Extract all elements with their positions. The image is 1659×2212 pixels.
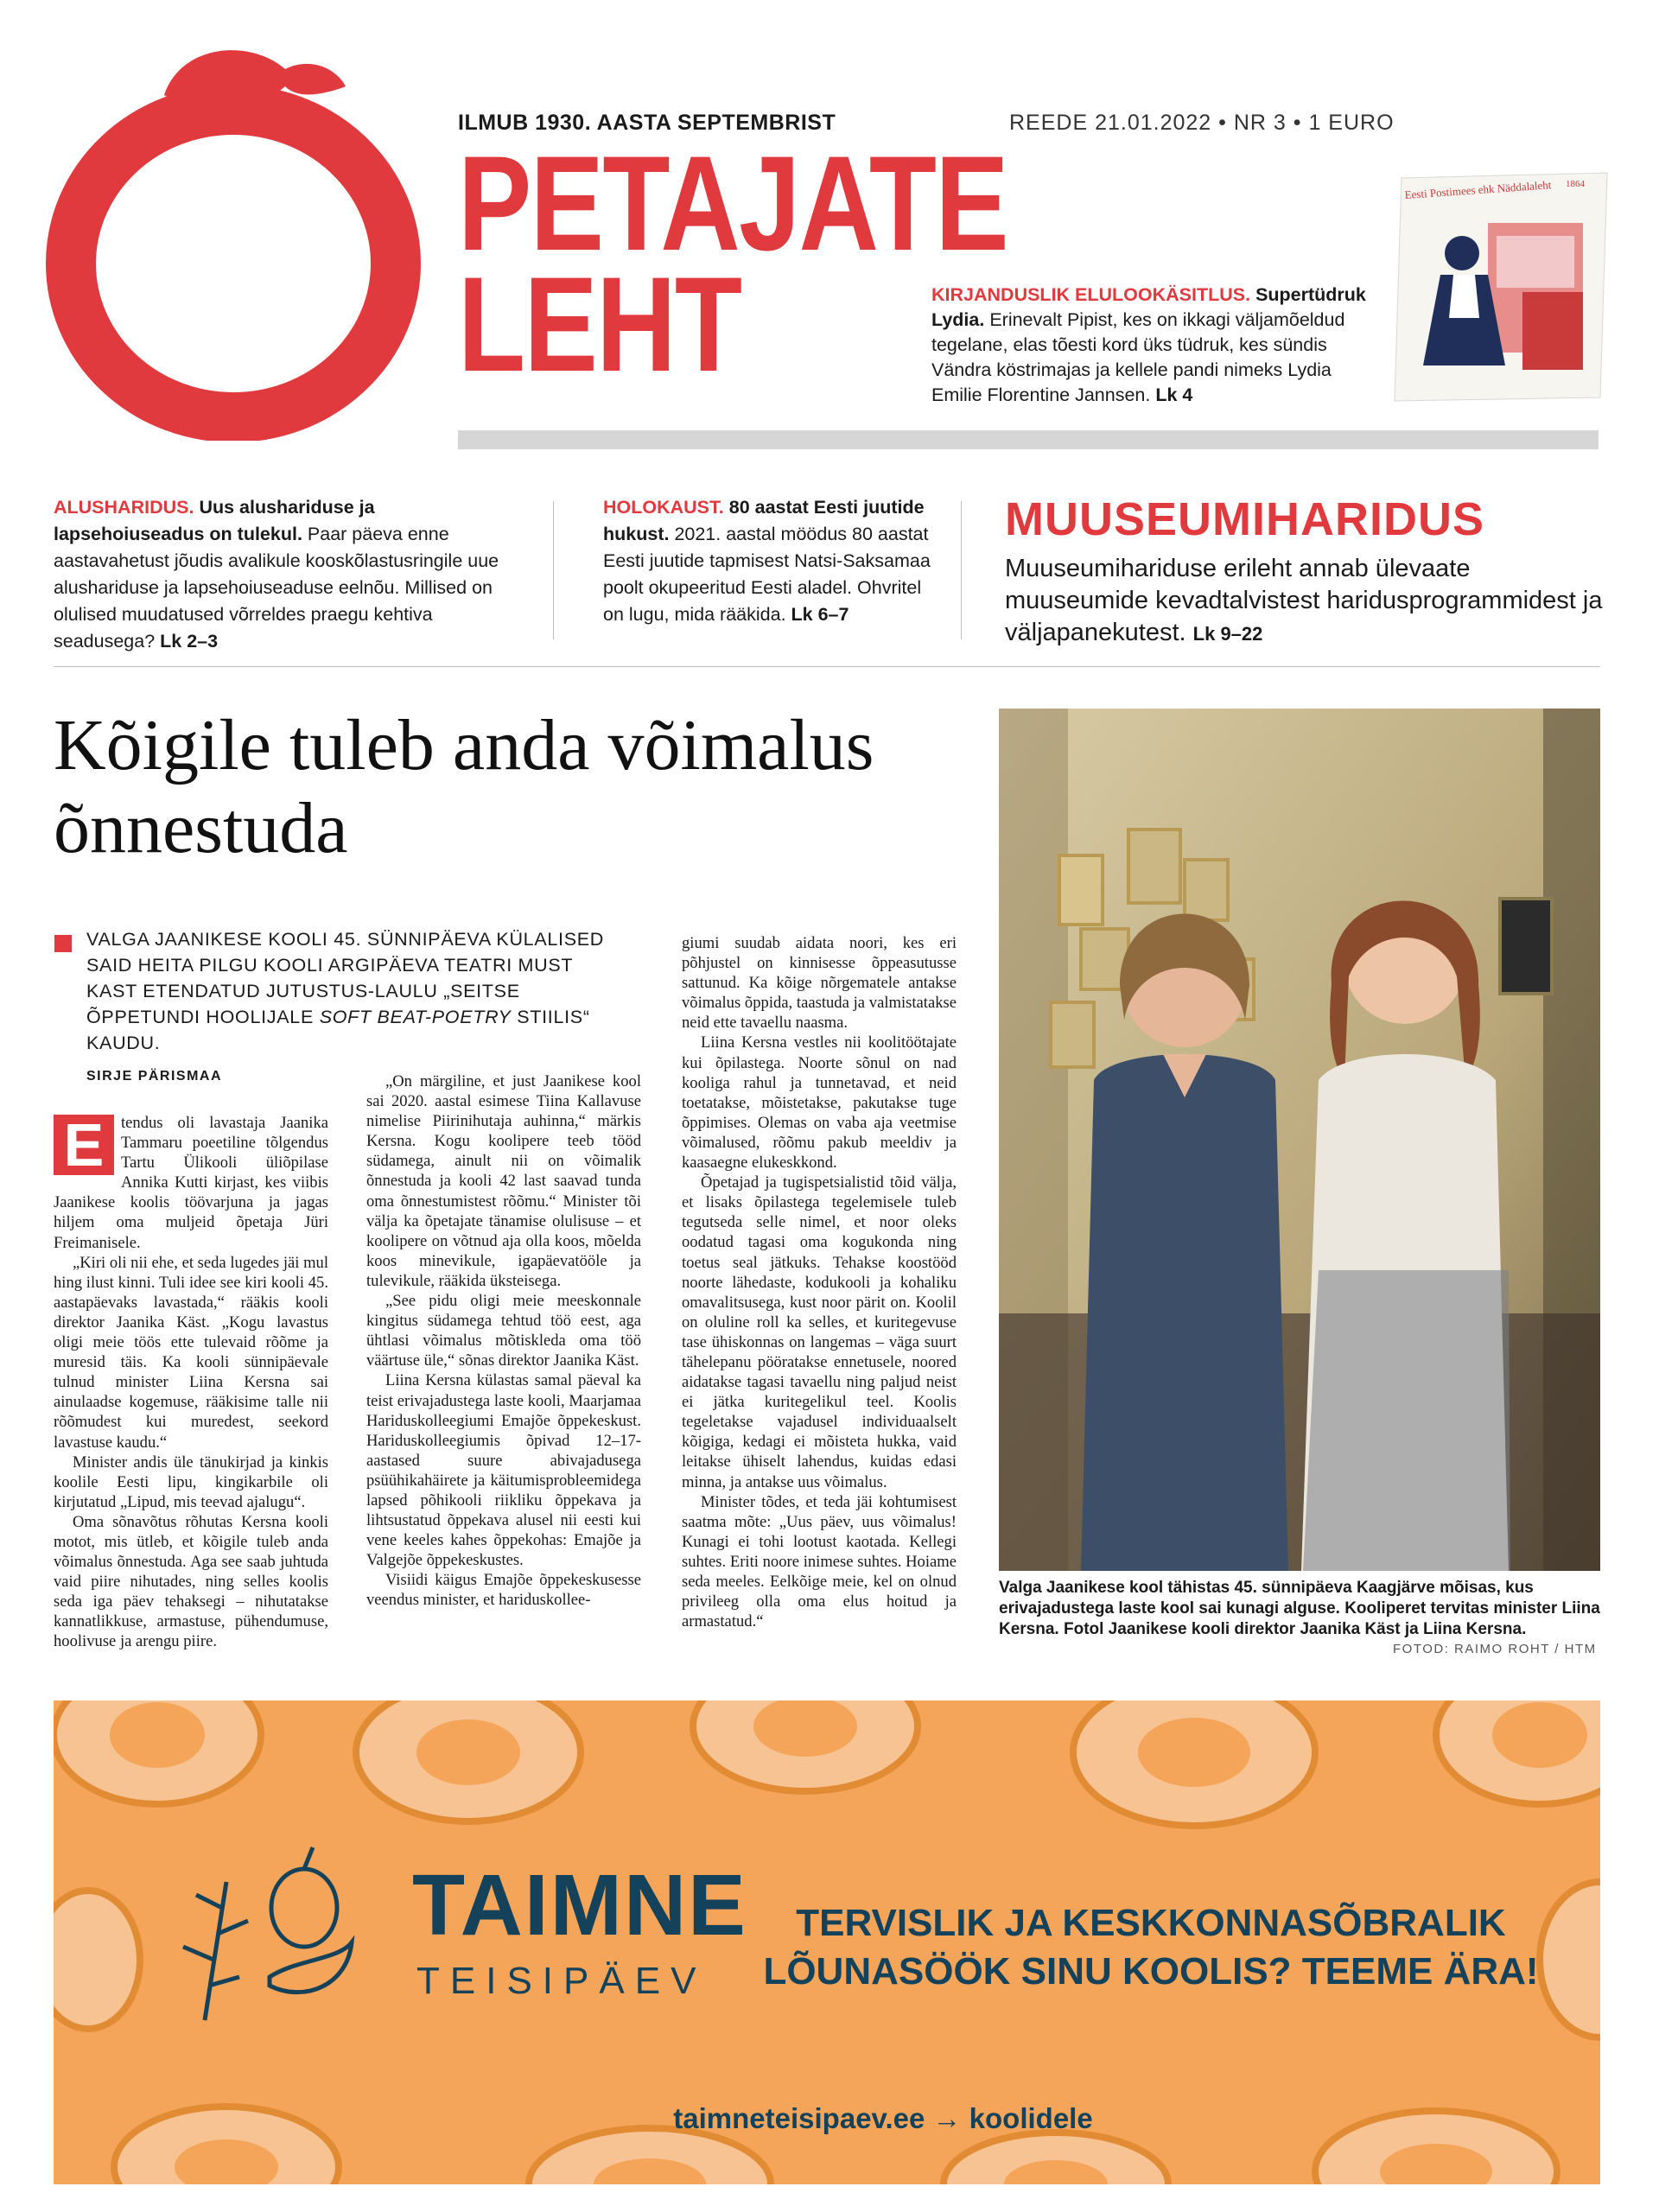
drop-cap: E bbox=[54, 1115, 114, 1175]
photo-caption: Valga Jaanikese kool tähistas 45. sünnipäeva Kaagjärve mõisas, kus erivajadustega laste kool sai kunagi alguse. Kooliperet tervitas minister Liina Kersna. Fotol Jaanikese kooli direktor Jaanika Käst ja Liina Kersna. bbox=[999, 1579, 1600, 1638]
teaser-lead: 80 aastat Eesti juutide hukust. bbox=[603, 497, 925, 544]
paragraph: Visiidi käigus Emajõe õppekeskusesse veendus minister, et hariduskollee- bbox=[366, 1571, 641, 1610]
masthead-tagline: ILMUB 1930. AASTA SEPTEMBRIST bbox=[458, 111, 836, 135]
paragraph: „Kiri oli nii ehe, et seda lugedes jäi mul hing ilust kinni. Tuli idee see kiri kooli 45. aastapäevaks lavastada,“ rääkis kooli direktor Jaanika Käst. „Kogu lavastus oligi meie töös ette tulevaid rõõme ja muresid täis. Ka kooli sünnipäevale tulnud minister Liina Kersna sai ainulaadse kogemuse, rääkisime talle nii rõõmudest kui muredest, seekord lavastuse kaudu.“ bbox=[54, 1253, 328, 1452]
ad-slogan-line2: LÕUNASÖÖK SINU KOOLIS? TEEME ÄRA! bbox=[763, 1950, 1539, 1993]
teaser-lead: Uus alushariduse ja lapsehoiuseadus on tulekul. bbox=[54, 497, 375, 544]
paragraph: Liina Kersna vestles nii koolitöötajate kui õpilastega. Noorte sõnul on nad kooliga rahul ja tunnetavad, et neid toetatakse, mõistetakse, pakutakse tuge õppimises. Olemas on vaba aja veetmise võimalused, rõõmu pakub meeldiv ja kaasaegne elukeskkond. bbox=[682, 1033, 957, 1173]
museum-text: Muuseumihariduse erileht annab ülevaate muuseumide kevadtalvistest haridusprogrammidest ja väljapanekutest. bbox=[1005, 555, 1603, 646]
cover-number: 1864 bbox=[1566, 179, 1585, 189]
promo-kicker: KIRJANDUSLIK ELULOOKÄSITLUS. bbox=[931, 284, 1251, 305]
promo-text: Erinevalt Pipist, kes on ikkagi väljamõeldud tegelane, elas tõesti kord üks tüdruk, kes sündis Vändra köstrimajas ja kellele pandi nimeks Lydia Emilie Florentine Jannsen. bbox=[931, 309, 1345, 405]
article-byline: SIRJE PÄRISMAA bbox=[86, 1069, 223, 1084]
paragraph: Minister andis üle tänukirjad ja kinkis koolile Eesti lipu, kingikarbile oli kirjutatud „Lipud, mis teevad ajalugu“. bbox=[54, 1452, 328, 1511]
museum-page: Lk 9–22 bbox=[1192, 623, 1263, 645]
ad-slogan-line1: TERVISLIK JA KESKKONNASÕBRALIK bbox=[796, 1902, 1506, 1944]
lede-italic: SOFT BEAT-POETRY bbox=[319, 1007, 512, 1027]
newspaper-logo-o bbox=[35, 35, 467, 441]
ad-brand-sub: TEISIPÄEV bbox=[416, 1960, 707, 2002]
masthead-divider-bar bbox=[458, 430, 1599, 449]
teaser-kicker: HOLOKAUST. bbox=[603, 497, 724, 518]
paragraph: tendus oli lavastaja Jaanika Tammaru poeetiline tõlgendus Tartu Ülikooli üliõpilase Annika Kutti kirjast, kes viibis Jaanikese koolis töövarjuna ja jagas hiljem oma muljeid õpetaja Jüri Freimanisele. bbox=[54, 1114, 328, 1252]
museum-supplement-text bbox=[1005, 553, 1610, 650]
paragraph: Õpetajad ja tugispetsialistid tõid välja, et lisaks õpilastega tegelemisele tuleb tegutseda selle nimel, et noor oleks oodatud tagasi oma kogukonda ning toetus seal jätkuks. Tehakse koostööd noorte lähedaste, kodukooli ja kohaliku omavalitsusega, kust noor pärit on. Koolil on oluline roll ka selles, et kuritegevuse tase ühiskonnas on langemas – väga suurt tähelepanu pööratakse ennetusele, noored aidatakse tagasi tavaellu ning paljud neist ei jätka kuritegelikul teel. Koolis tegeletakse vajadusel individuaalselt kõigiga, kedagi ei mõisteta hukka, vaid leitakse ühiselt lahendus, kuidas edasi minna, ja antakse uus võimalus. bbox=[682, 1173, 957, 1491]
section-divider bbox=[54, 666, 1600, 667]
article-column-1 bbox=[54, 1113, 328, 1652]
paragraph: „See pidu oligi meie meeskonnale kingitus südamega tehtud töö eest, aga ühtlasi võimalus mõtiskleda oma töö väärtuse üle,“ sõnas direktor Jaanika Käst. bbox=[366, 1292, 641, 1370]
paragraph: Liina Kersna külastas samal päeval ka teist erivajadustega laste kooli, Maarjamaa Hariduskolleegiumi Emajõe õppekeskust. Hariduskolleegiumis õpivad 12–17-aastased suure abivajadusega psüühikahäirete ja käitumisprobleemidega lapsed põhikooli riikliku õppekava ja lihtsustatud õppekava alusel nii eesti kui vene keeles kahes õppekohas: Emajõe ja Valgejõe õppekeskustes. bbox=[366, 1371, 641, 1570]
article-column-3 bbox=[682, 933, 957, 1631]
promo-page: Lk 4 bbox=[1155, 385, 1193, 405]
teaser-alusharidus[interactable] bbox=[54, 494, 520, 655]
teaser-page: Lk 6–7 bbox=[791, 604, 849, 625]
article-column-2 bbox=[366, 1071, 641, 1611]
promo-teaser[interactable] bbox=[931, 283, 1372, 408]
lede-marker bbox=[54, 935, 72, 952]
article-photo bbox=[999, 709, 1600, 1571]
promo-cover-image bbox=[1393, 171, 1611, 403]
cover-title: Eesti Postimees ehk Näddalaleht bbox=[1404, 178, 1552, 201]
masthead-title-line1: PETAJATE bbox=[458, 129, 1008, 279]
teaser-kicker: ALUSHARIDUS. bbox=[54, 497, 194, 518]
lede-end: STIILIS“ KAUDU. bbox=[86, 1007, 590, 1053]
teaser-text: Paar päeva enne aastavahetust jõudis avalikule kooskõlastusringile uue alushariduse ja lapsehoiuseaduse eelnõu. Millised on olulised muudatused võrreldes praegu kehtiva seadusega? bbox=[54, 524, 499, 652]
photo-credit: FOTOD: RAIMO ROHT / HTM bbox=[1393, 1642, 1597, 1656]
teaser-text: 2021. aastal möödus 80 aastat Eesti juutide tapmisest Natsi-Saksamaa poolt okupeeritud Eesti aladel. Ohvritel on lugu, mida rääkida. bbox=[603, 524, 931, 625]
teaser-holokaust[interactable] bbox=[603, 494, 931, 628]
issue-info: REEDE 21.01.2022 • NR 3 • 1 EURO bbox=[1009, 111, 1395, 135]
promo-lead: Supertüdruk Lydia. bbox=[931, 284, 1366, 330]
advertisement-taimne-teisipaev[interactable] bbox=[54, 1700, 1600, 2184]
paragraph: Oma sõnavõtus rõhutas Kersna kooli motot, mis ütleb, et kõigile tuleb anda võimalus õnnestuda. Aga see saab juhtuda vaid piire nihutades, ning selles koolis seda iga päev tehaksegi – nihutatakse kannatlikkuse, armastuse, pühendumuse, hoolivuse ja arengu piire. bbox=[54, 1512, 328, 1651]
ad-brand: TAIMNE bbox=[412, 1857, 747, 1954]
paragraph: „On märgiline, et just Jaanikese kool sai 2020. aastal esimese Tiina Kallavuse nimelise Piirinihutaja auhinna,“ märkis Kersna. Kogu koolipere teeb tööd südamega, ainult nii on võimalik õnnestuda ja kooli 42 last saavad tunda oma õnnestumistest rõõmu.“ Minister tõi välja ka õpetajate tänamise olulisuse – et koolipere on võtnud aja olla koos, mõelda koos minevikule, igapäevatööle ja tulevikule, rääkida üksteisega. bbox=[366, 1072, 641, 1290]
ad-slogan bbox=[719, 1899, 1583, 1996]
paragraph: Minister tõdes, et teda jäi kohtumisest saatma mõte: „Uus päev, uus võimalus! Kunagi ei tohi lootust kaotada. Kellegi suhtes. Eriti noore inimese suhtes. Hoiame seda meeles. Eelkõige meie, kel on olnud privileeg olla oma elus hoitud ja armastatud.“ bbox=[682, 1492, 957, 1631]
museum-supplement-title[interactable]: MUUSEUMIHARIDUS bbox=[1005, 493, 1484, 545]
masthead-title-line2: LEHT bbox=[458, 250, 741, 400]
teaser-divider bbox=[961, 501, 962, 639]
teaser-divider bbox=[553, 501, 554, 639]
article-lede bbox=[86, 926, 605, 1056]
paragraph: giumi suudab aidata noori, kes eri põhjustel on kinnisesse õppeasutusse sattunud. Ka kõige nõrgematele antakse võimalus õppida, taastuda ja valmistatakse neid ette tavaellu naasma. bbox=[682, 934, 957, 1033]
lede-main: VALGA JAANIKESE KOOLI 45. SÜNNIPÄEVA KÜLALISED SAID HEITA PILGU KOOLI ARGIPÄEVA TEATRI MUST KAST ETENDATUD JUTUSTUS-LAULU „SEITSE ÕPPETUNDI HOOLIJALE bbox=[86, 929, 604, 1027]
article-headline: Kõigile tuleb anda võimalus õnnestuda bbox=[54, 705, 874, 868]
herb-logo-icon bbox=[183, 1847, 352, 2020]
teaser-page: Lk 2–3 bbox=[160, 631, 219, 652]
ad-url-link[interactable]: taimneteisipaev.ee → koolidele bbox=[673, 2102, 1093, 2134]
